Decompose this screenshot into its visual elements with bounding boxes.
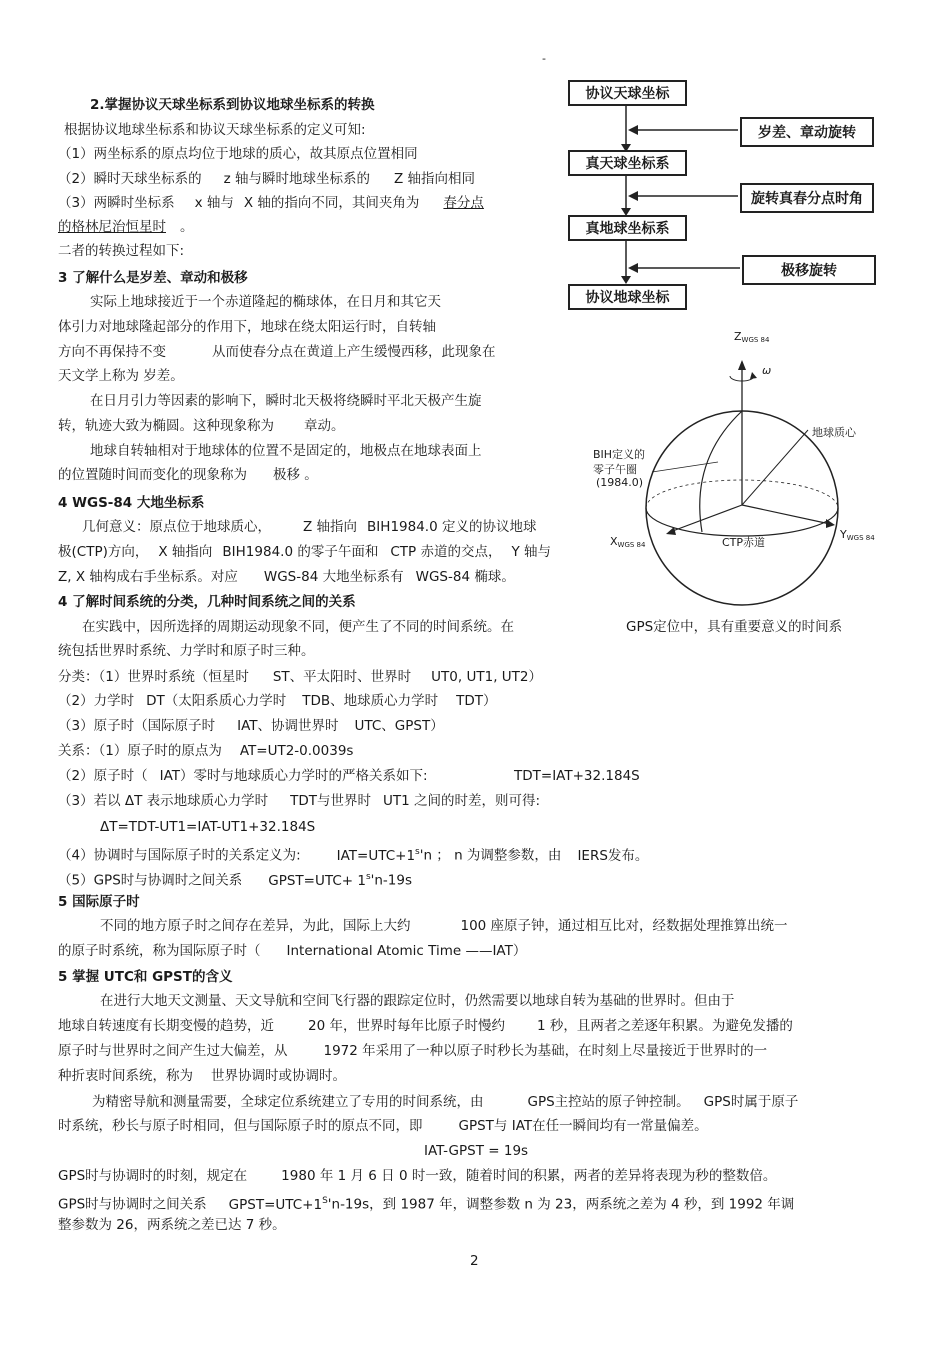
text-line: 统包括世界时系统、力学时和原子时三种。 [58, 643, 315, 659]
text-line: （2）瞬时天球坐标系的 z 轴与瞬时地球坐标系的 Z 轴指向相同 [58, 171, 476, 187]
text-line: 为精密导航和测量需要，全球定位系统建立了专用的时间系统，由 GPS主控站的原子钟控制。 GPS时属于原子 [92, 1094, 799, 1110]
text-line: 二者的转换过程如下: [58, 243, 185, 259]
text-line: 在日月引力等因素的影响下，瞬时北天极将绕瞬时平北天极产生旋 [90, 393, 482, 409]
text-line: 地球自转轴相对于地球体的位置不是固定的，地极点在地球表面上 [90, 443, 482, 459]
text-line: （2）原子时（ IAT）零时与地球质心力学时的严格关系如下: [58, 768, 428, 784]
text-line: 几何意义：原点位于地球质心， Z 轴指向 BIH1984.0 定义的协议地球 [82, 519, 537, 535]
y-axis-label: YWGS 84 [840, 528, 875, 542]
text-line: （1）两坐标系的原点均位于地球的质心，故其原点位置相同 [58, 146, 418, 162]
text-line: （3）两瞬时坐标系 x 轴与 X 轴的指向不同，其间夹角为 春分点 [58, 195, 484, 211]
text-line: 在进行大地天文测量、天文导航和空间飞行器的跟踪定位时，仍然需要以地球自转为基础的世界时。但由于 [100, 993, 735, 1009]
box-precession-nutation: 岁差、章动旋转 [740, 117, 874, 147]
section-heading: 5 国际原子时 [58, 894, 140, 910]
earth-center-label: 地球质心 [812, 426, 856, 439]
header-mark: - [542, 52, 546, 65]
text-line: （4）协调时与国际原子时的关系定义为: $IAT=UTC+1^s'n$ ； n 为调整参数，由 IERS发布。 [58, 847, 649, 864]
text-line: 极(CTP)方向， X 轴指向 BIH1984.0 的零子午面和 CTP 赤道的交点， Y 轴与 [58, 544, 551, 560]
text-line: GPS时与协调时的时刻，规定在 1980 年 1 月 6 日 0 时一致，随着时间的积累，两者的差异将表现为秒的整数倍。 [58, 1168, 777, 1184]
text-line: （5）GPS时与协调时之间关系 GPST=UTC+ $1^s'n-19s$ [58, 872, 413, 889]
text-line: 分类：（1）世界时系统（恒星时 ST、平太阳时、世界时 UT0, UT1, UT2） [58, 669, 542, 685]
text-line: 在实践中，因所选择的周期运动现象不同，便产生了不同的时间系统。在 [82, 619, 514, 635]
text-line: 关系：（1）原子时的原点为 AT=UT2-0.0039s [58, 743, 354, 759]
z-axis-label: ZWGS 84 [734, 330, 770, 344]
box-true-equinox-hour-angle: 旋转真春分点时角 [740, 183, 874, 213]
box-polar-motion: 极移旋转 [742, 255, 876, 285]
text-line: 天文学上称为 岁差。 [58, 368, 184, 384]
text-line: 原子时与世界时之间产生过大偏差，从 1972 年采用了一种以原子时秒长为基础，在时刻上尽量接近于世界时的一 [58, 1043, 768, 1059]
text-line: 的格林尼治恒星时 。 [58, 219, 194, 235]
text-line: GPS时与协调时之间关系 $GPST=UTC+1^S'n-19s$，到 1987 年，调整参数 n 为 23，两系统之差为 4 秒，到 1992 年调 [58, 1196, 795, 1213]
text-line: 的原子时系统，称为国际原子时（ International Atomic Time ——IAT） [58, 943, 527, 959]
box-true-terrestrial: 真地球坐标系 [568, 215, 687, 241]
text-line: 不同的地方原子时之间存在差异，为此，国际上大约 100 座原子钟，通过相互比对，经数据处理推算出统一 [100, 918, 788, 934]
bih-label-2: 零子午圈 [593, 463, 637, 476]
text-line: 方向不再保持不变 从而使春分点在黄道上产生缓慢西移，此现象在 [58, 344, 496, 360]
box-true-celestial: 真天球坐标系 [568, 150, 687, 176]
text-line: GPS定位中，具有重要意义的时间系 [626, 619, 843, 635]
ctp-equator-label: CTP赤道 [722, 536, 766, 549]
text-line: 地球自转速度有长期变慢的趋势，近 20 年，世界时每年比原子时慢约 1 秒，且两者之差逐年积累。为避免发播的 [58, 1018, 793, 1034]
page-number: 2 [470, 1253, 479, 1269]
text-line: Z, X 轴构成右手坐标系。对应 WGS-84 大地坐标系有 WGS-84 椭球。 [58, 569, 515, 585]
formula-tdt: TDT=IAT+32.184S [514, 768, 640, 784]
section-heading: 4 WGS-84 大地坐标系 [58, 495, 205, 511]
text-line: 转，轨迹大致为椭圆。这种现象称为 章动。 [58, 418, 345, 434]
text-line: 种折衷时间系统，称为 世界协调时或协调时。 [58, 1068, 346, 1084]
box-protocol-celestial: 协议天球坐标 [568, 80, 687, 106]
formula-delta-t: ΔT=TDT-UT1=IAT-UT1+32.184S [100, 819, 316, 835]
x-axis-label: XWGS 84 [610, 535, 646, 549]
omega-label: ω [762, 364, 772, 377]
bih-label-3: (1984.0) [596, 476, 644, 489]
text-line: 实际上地球接近于一个赤道隆起的椭球体，在日月和其它天 [90, 294, 441, 310]
section-heading: 2.掌握协议天球坐标系到协议地球坐标系的转换 [90, 97, 375, 113]
text-line: （3）原子时（国际原子时 IAT、协调世界时 UTC、GPST） [58, 718, 444, 734]
text-line: 体引力对地球隆起部分的作用下，地球在绕太阳运行时，自转轴 [58, 319, 436, 335]
text-line: 的位置随时间而变化的现象称为 极移 。 [58, 467, 318, 483]
text-line: 根据协议地球坐标系和协议天球坐标系的定义可知: [64, 122, 366, 138]
text-line: （2）力学时 DT（太阳系质心力学时 TDB、地球质心力学时 TDT） [58, 693, 497, 709]
text-line: 时系统，秒长与原子时相同，但与国际原子时的原点不同，即 GPST与 IAT在任一瞬间均有一常量偏差。 [58, 1118, 708, 1134]
text-line: 整参数为 26，两系统之差已达 7 秒。 [58, 1217, 286, 1233]
box-protocol-terrestrial: 协议地球坐标 [568, 284, 687, 310]
section-heading: 4 了解时间系统的分类，几种时间系统之间的关系 [58, 594, 356, 610]
bih-label-1: BIH定义的 [593, 448, 646, 461]
formula-iat-gpst: IAT-GPST = 19s [424, 1143, 529, 1159]
section-heading: 5 掌握 UTC和 GPST的含义 [58, 969, 233, 985]
section-heading: 3 了解什么是岁差、章动和极移 [58, 270, 248, 286]
text-line: （3）若以 ΔT 表示地球质心力学时 TDT与世界时 UT1 之间的时差，则可得: [58, 793, 541, 809]
